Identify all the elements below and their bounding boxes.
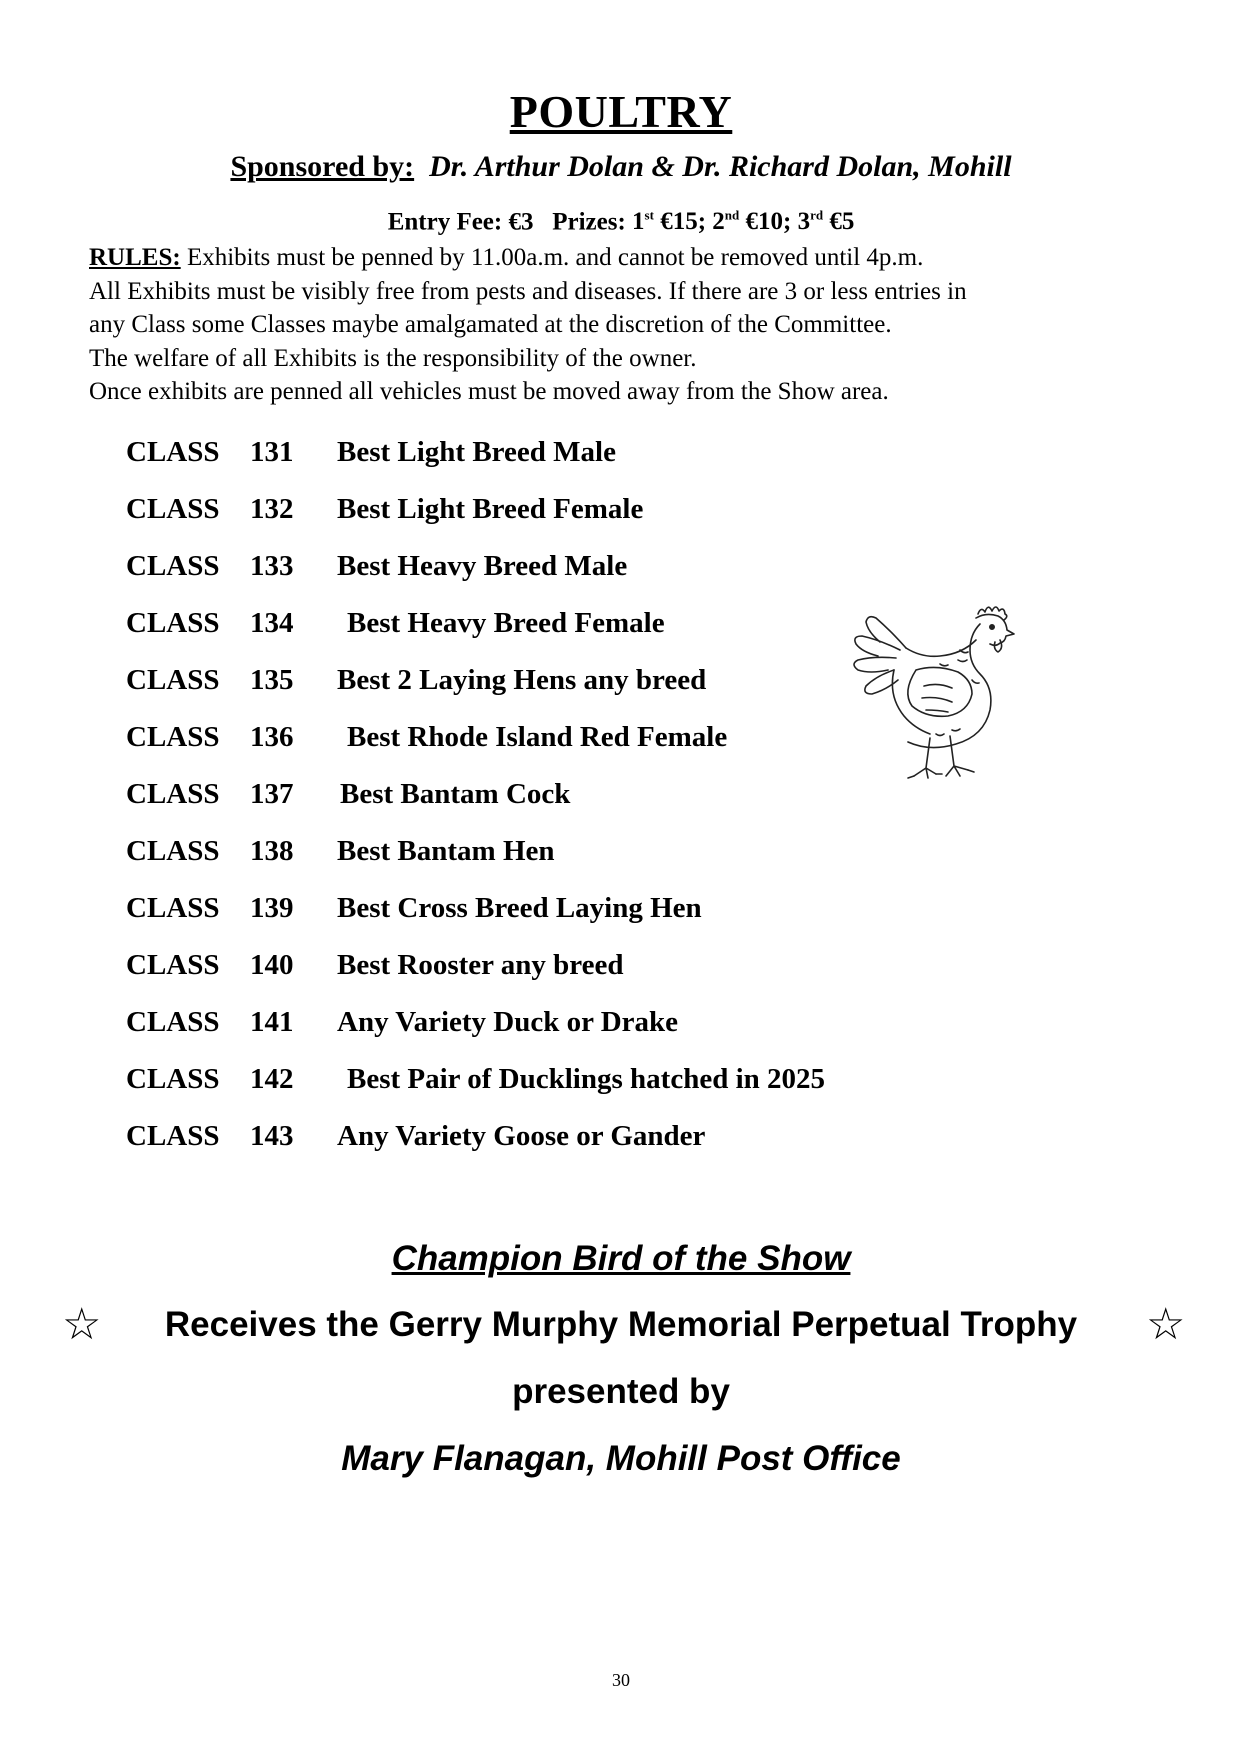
prize-third: 3rd €5 (797, 208, 855, 236)
rules-line: RULES: Exhibits must be penned by 11.00a.m. and cannot be removed until 4p.m. (89, 244, 924, 271)
prize-second: 2nd €10; (712, 208, 792, 236)
rules-section (89, 241, 1189, 409)
sponsor-line (0, 150, 1242, 184)
star-icon: ☆ (62, 1299, 102, 1350)
rules-label: RULES: (89, 244, 181, 271)
sponsor-name: Dr. Arthur Dolan & Dr. Richard Dolan, Mohill (429, 150, 1012, 183)
hen-illustration (840, 600, 1030, 800)
page-number: 30 (612, 1670, 630, 1690)
page-title: POULTRY (509, 86, 733, 137)
rules-line: Once exhibits are penned all vehicles must be moved away from the Show area. (89, 378, 889, 405)
champion-heading: Champion Bird of the Show (391, 1239, 851, 1278)
star-icon: ☆ (1146, 1299, 1186, 1350)
sponsor-label: Sponsored by: (230, 150, 415, 183)
presenter-name: Mary Flanagan, Mohill Post Office (341, 1439, 901, 1478)
prize-first: 1st €15; (632, 208, 707, 236)
prizes-label: Prizes: (552, 208, 626, 236)
presented-by: presented by (512, 1372, 730, 1411)
rules-line: All Exhibits must be visibly free from pests and diseases. If there are 3 or less entries in (89, 277, 967, 305)
trophy-line: Receives the Gerry Murphy Memorial Perpetual Trophy (164, 1305, 1078, 1344)
entry-fee: Entry Fee: €3 (387, 208, 534, 236)
rules-line: The welfare of all Exhibits is the responsibility of the owner. (89, 344, 697, 372)
fees-line (0, 208, 1242, 236)
rules-line: any Class some Classes maybe amalgamated at the discretion of the Committee. (89, 311, 892, 338)
